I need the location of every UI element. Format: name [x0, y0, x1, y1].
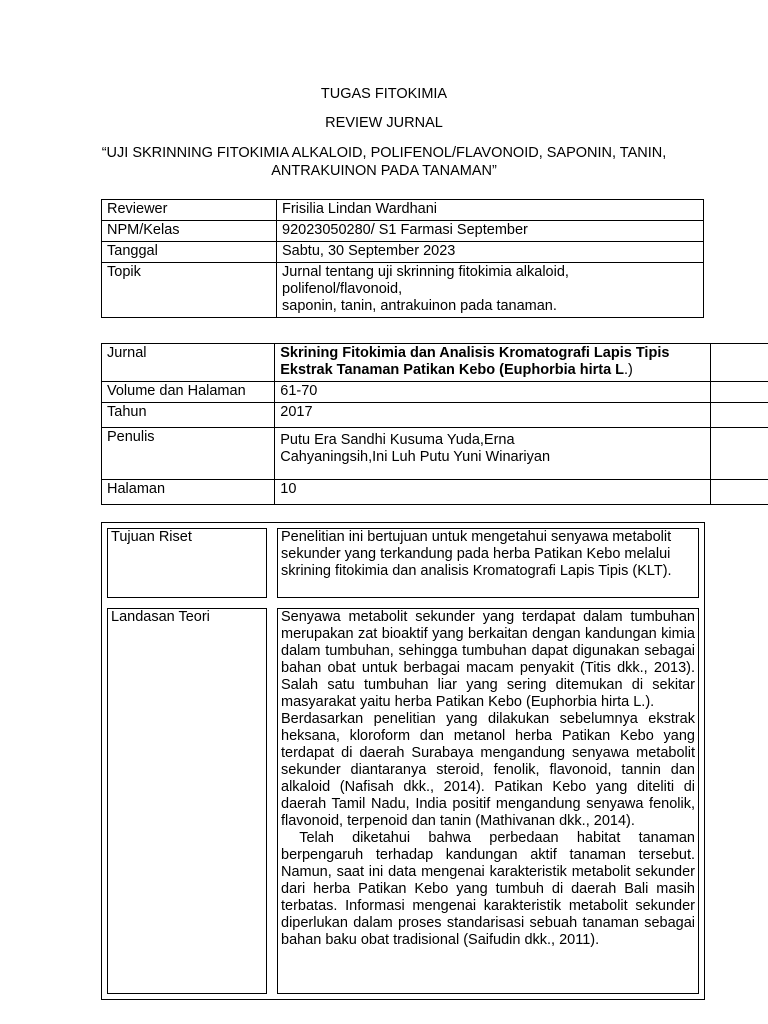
date-value: Sabtu, 30 September 2023 — [277, 242, 704, 263]
topic-line: polifenol/flavonoid, — [282, 281, 403, 297]
empty-cell — [710, 344, 768, 382]
document-title: TUGAS FITOKIMIA — [320, 86, 448, 102]
year-value: 2017 — [275, 403, 711, 428]
table-row — [102, 221, 704, 242]
topic-label: Topik — [102, 263, 277, 318]
empty-cell — [710, 480, 768, 505]
authors-label: Penulis — [102, 428, 275, 480]
reviewer-value: Frisilia Lindan Wardhani — [277, 200, 704, 221]
table-row — [102, 382, 768, 403]
volume-label: Volume dan Halaman — [102, 382, 275, 403]
npm-label: NPM/Kelas — [102, 221, 277, 242]
aim-text: Penelitian ini bertujuan untuk mengetahui senyawa metabolit sekunder yang terkandung pada herba Patikan Kebo melalui skrining fitokimia dan analisis Kromatografi Lapis Tipis (KLT). — [277, 528, 699, 598]
empty-cell — [710, 403, 768, 428]
topic-line: saponin, tanin, antrakuinon pada tanaman. — [282, 298, 557, 314]
year-label: Tahun — [102, 403, 275, 428]
pages-label: Halaman — [102, 480, 275, 505]
aim-label-cell — [102, 523, 273, 604]
journal-title-end: .) — [624, 362, 633, 378]
topic-value — [277, 263, 704, 318]
table-row — [102, 403, 768, 428]
journal-table — [101, 343, 768, 505]
table-row — [102, 603, 705, 1000]
empty-cell — [710, 382, 768, 403]
table-row — [102, 263, 704, 318]
journal-title — [275, 344, 711, 382]
theory-paragraph: Senyawa metabolit sekunder yang terdapat dalam tumbuhan merupakan zat bioaktif yang berkaitan dengan kandungan kimia dalam tumbuhan, sehingga tumbuhan dapat digunakan sebagai bahan obat untuk berbagai macam penyakit (Titis dkk., 2013). Salah satu tumbuhan liar yang sering ditemukan di sekitar masyarakat yaitu herba Patikan Kebo (Euphorbia hirta L.). — [281, 609, 695, 710]
journal-label: Jurnal — [102, 344, 275, 382]
table-row — [102, 428, 768, 480]
date-label: Tanggal — [102, 242, 277, 263]
author-line: Putu Era Sandhi Kusuma Yuda,Erna — [280, 432, 515, 448]
table-row — [102, 523, 705, 604]
journal-title-main: Skrining Fitokimia dan Analisis Kromatografi Lapis Tipis Ekstrak Tanaman Patikan Kebo (Euphorbia hirta L — [280, 345, 670, 378]
theory-text — [277, 608, 699, 994]
reviewer-label: Reviewer — [102, 200, 277, 221]
npm-value: 92023050280/ S1 Farmasi September — [277, 221, 704, 242]
authors-value — [275, 428, 711, 480]
review-title — [0, 144, 768, 180]
theory-paragraph: Telah diketahui bahwa perbedaan habitat tanaman berpengaruh terhadap kandungan aktif tanaman tersebut. Namun, saat ini data mengenai karakteristik metabolit sekunder dari herba Patikan Kebo yang tumbuh di daerah Bali masih terbatas. Informasi mengenai karakteristik metabolit sekunder diperlukan dalam proses standarisasi sebuah tanaman sebagai bahan baku obat tradisional (Saifudin dkk., 2011). — [281, 830, 700, 948]
author-line: Cahyaningsih,Ini Luh Putu Yuni Winariyan — [280, 449, 551, 465]
table-row — [102, 200, 704, 221]
table-row — [102, 242, 704, 263]
review-table — [101, 522, 705, 1000]
theory-value-cell — [272, 603, 705, 1000]
review-title-text: “UJI SKRINNING FITOKIMIA ALKALOID, POLIFENOL/FLAVONOID, SAPONIN, TANIN, ANTRAKUINON PADA TANAMAN” — [101, 145, 667, 179]
theory-label: Landasan Teori — [107, 608, 267, 994]
table-row — [102, 344, 768, 382]
table-row — [102, 480, 768, 505]
aim-value-cell — [272, 523, 705, 604]
reviewer-table — [101, 199, 704, 318]
topic-line: Jurnal tentang uji skrinning fitokimia alkaloid, — [282, 264, 569, 280]
theory-label-cell — [102, 603, 273, 1000]
document-subtitle: REVIEW JURNAL — [325, 115, 443, 131]
volume-value: 61-70 — [275, 382, 711, 403]
pages-value: 10 — [275, 480, 711, 505]
theory-paragraph: Berdasarkan penelitian yang dilakukan sebelumnya ekstrak heksana, kloroform dan metanol herba Patikan Kebo yang terdapat di daerah Surabaya mengandung senyawa metabolit sekunder diantaranya steroid, fenolik, flavonoid, tannin dan alkaloid (Nafisah dkk., 2014). Patikan Kebo yang diteliti di daerah Tamil Nadu, India positif mengandung senyawa fenolik, flavonoid, terpenoid dan tanin (Mathivanan dkk., 2014). — [281, 711, 695, 829]
aim-label: Tujuan Riset — [107, 528, 267, 598]
empty-cell — [710, 428, 768, 480]
